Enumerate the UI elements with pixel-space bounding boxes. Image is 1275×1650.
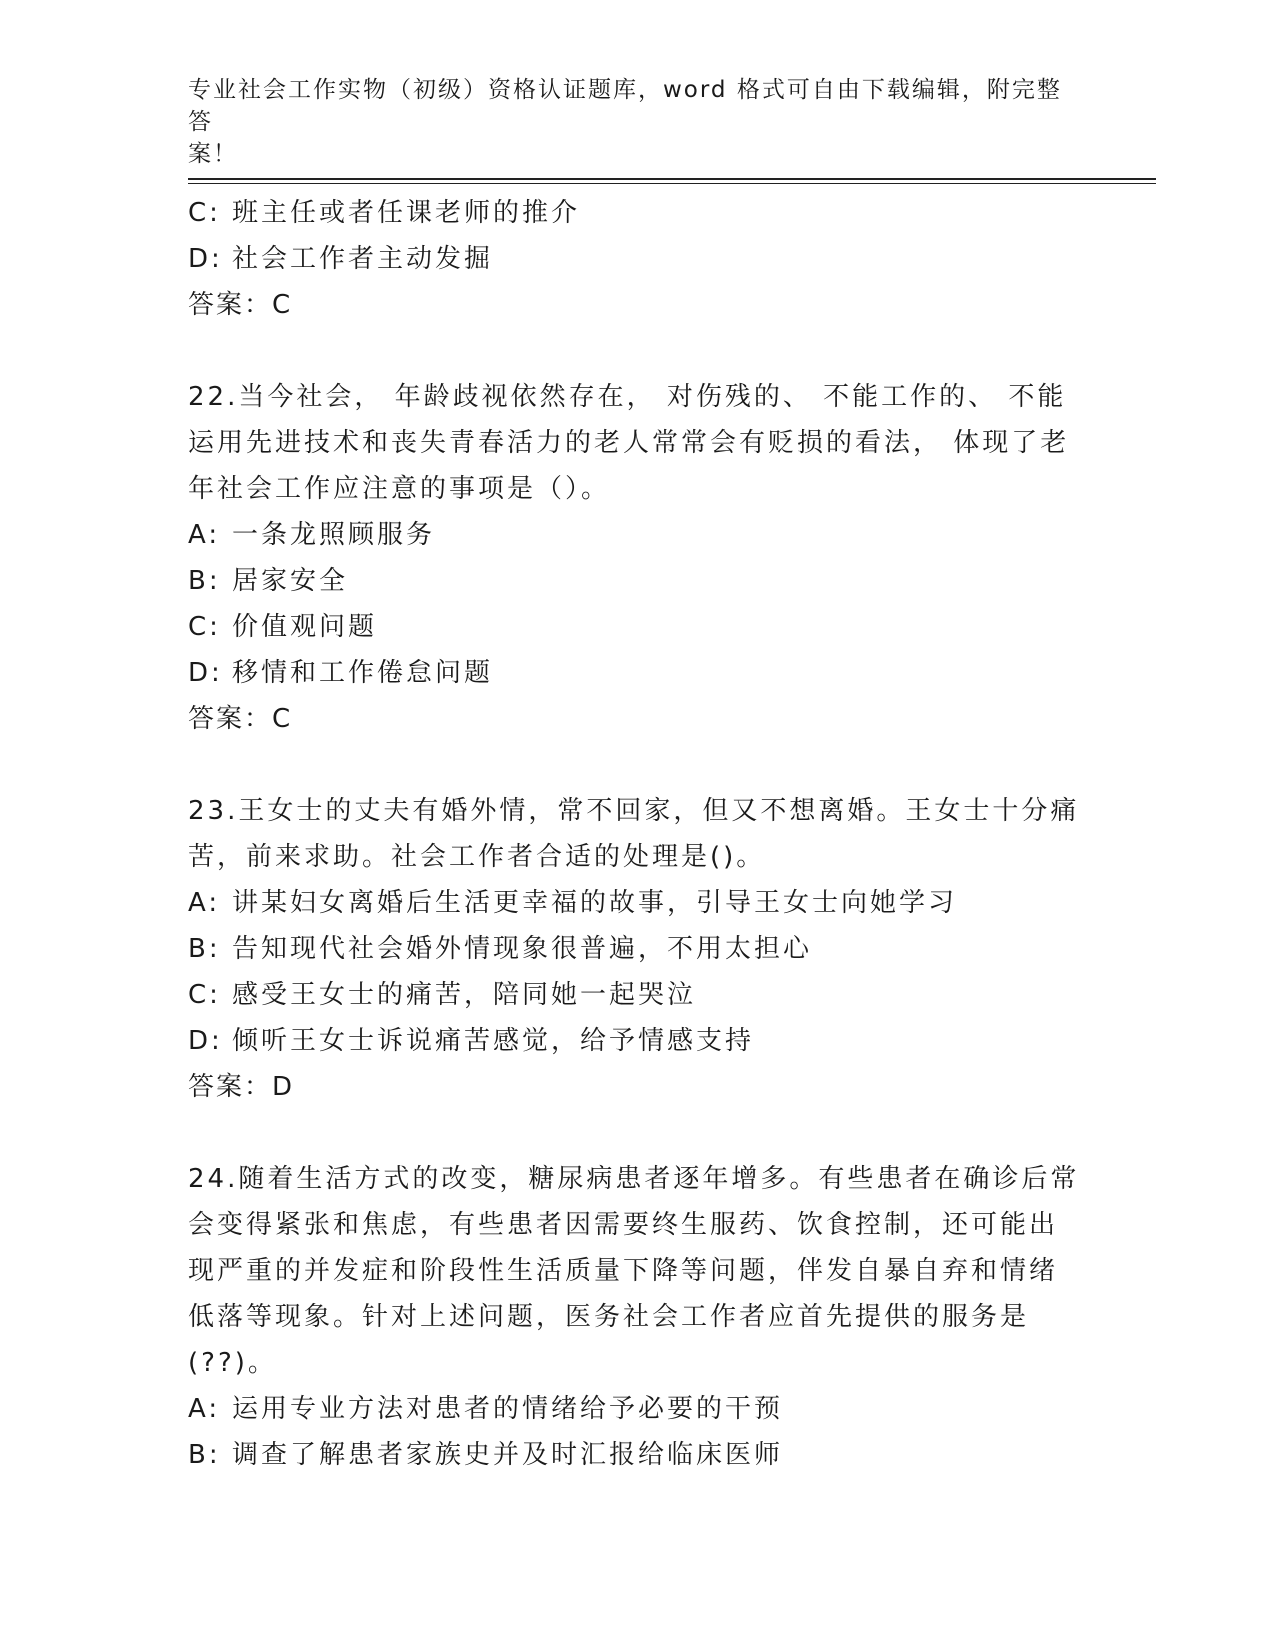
option-letter: D: xyxy=(188,658,223,688)
question-23 xyxy=(188,788,1088,1110)
spacer xyxy=(188,328,1088,374)
option-text: 运用专业方法对患者的情绪给予必要的干预 xyxy=(232,1394,784,1424)
document-header xyxy=(188,74,1068,170)
option-b xyxy=(188,926,1088,972)
option-letter: C: xyxy=(188,612,221,642)
option-letter: B: xyxy=(188,1440,221,1470)
question-24 xyxy=(188,1156,1088,1478)
question-list xyxy=(188,190,1088,1478)
answer-label: 答案：D xyxy=(188,1072,295,1102)
option-letter: C: xyxy=(188,198,221,228)
option-text: 讲某妇女离婚后生活更幸福的故事，引导王女士向她学习 xyxy=(232,888,958,918)
question-stem-line: (??)。 xyxy=(188,1348,277,1378)
answer-label: 答案：C xyxy=(188,290,293,320)
question-stem-line: 低落等现象。针对上述问题，医务社会工作者应首先提供的服务是 xyxy=(188,1302,1030,1332)
option-letter: B: xyxy=(188,566,221,596)
option-text: 价值观问题 xyxy=(232,612,378,642)
question-stem-line: 年社会工作应注意的事项是（）。 xyxy=(188,474,611,504)
question-22 xyxy=(188,374,1088,742)
question-stem-line: 运用先进技术和丧失青春活力的老人常常会有贬损的看法， 体现了老 xyxy=(188,428,1070,458)
option-letter: B: xyxy=(188,934,221,964)
option-a xyxy=(188,512,1088,558)
option-b xyxy=(188,1432,1088,1478)
spacer xyxy=(188,742,1088,788)
option-letter: D: xyxy=(188,244,223,274)
answer-label: 答案：C xyxy=(188,704,293,734)
question-stem-line: 23.王女士的丈夫有婚外情，常不回家，但又不想离婚。王女士十分痛 xyxy=(188,796,1080,826)
option-text: 感受王女士的痛苦，陪同她一起哭泣 xyxy=(232,980,697,1010)
option-letter: C: xyxy=(188,980,221,1010)
option-text: 调查了解患者家族史并及时汇报给临床医师 xyxy=(232,1440,784,1470)
question-21-continued xyxy=(188,190,1088,328)
option-text: 班主任或者任课老师的推介 xyxy=(232,198,581,228)
option-letter: A: xyxy=(188,520,221,550)
question-stem-line: 24.随着生活方式的改变，糖尿病患者逐年增多。有些患者在确诊后常 xyxy=(188,1164,1080,1194)
option-d xyxy=(188,650,1088,696)
option-text: 告知现代社会婚外情现象很普遍，不用太担心 xyxy=(232,934,813,964)
option-d xyxy=(188,1018,1088,1064)
option-c xyxy=(188,972,1088,1018)
header-line-2: 案！ xyxy=(188,141,238,167)
option-text: 一条龙照顾服务 xyxy=(232,520,436,550)
question-stem-line: 22.当今社会， 年龄歧视依然存在， 对伤残的、 不能工作的、 不能 xyxy=(188,382,1067,412)
header-rule-thick xyxy=(188,178,1156,180)
option-a xyxy=(188,1386,1088,1432)
option-d xyxy=(188,236,1088,282)
question-stem-line: 苦，前来求助。社会工作者合适的处理是()。 xyxy=(188,842,766,872)
option-letter: D: xyxy=(188,1026,223,1056)
header-rule-thin xyxy=(188,183,1156,184)
option-text: 移情和工作倦怠问题 xyxy=(232,658,494,688)
option-c xyxy=(188,190,1088,236)
option-text: 居家安全 xyxy=(232,566,349,596)
option-letter: A: xyxy=(188,888,221,918)
header-line-1: 专业社会工作实物（初级）资格认证题库，word 格式可自由下载编辑，附完整答 xyxy=(188,77,1062,135)
spacer xyxy=(188,1110,1088,1156)
option-a xyxy=(188,880,1088,926)
option-text: 社会工作者主动发掘 xyxy=(232,244,494,274)
option-b xyxy=(188,558,1088,604)
option-letter: A: xyxy=(188,1394,221,1424)
option-text: 倾听王女士诉说痛苦感觉，给予情感支持 xyxy=(232,1026,755,1056)
question-stem-line: 现严重的并发症和阶段性生活质量下降等问题，伴发自暴自弃和情绪 xyxy=(188,1256,1059,1286)
question-stem-line: 会变得紧张和焦虑，有些患者因需要终生服药、饮食控制，还可能出 xyxy=(188,1210,1059,1240)
option-c xyxy=(188,604,1088,650)
